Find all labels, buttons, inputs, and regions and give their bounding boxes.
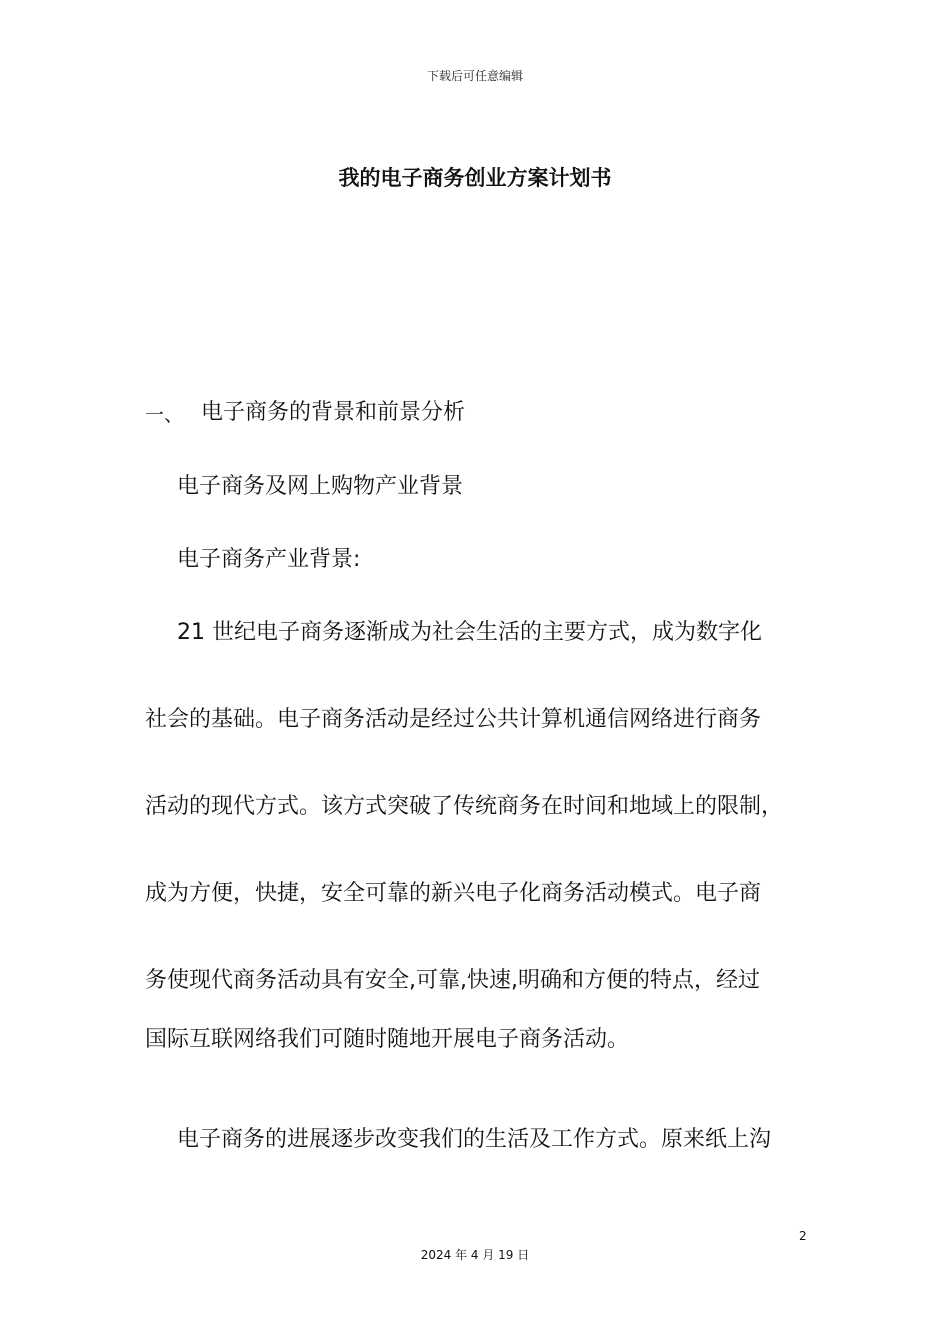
section-title: 电子商务的背景和前景分析 xyxy=(201,400,466,425)
page-number: 2 xyxy=(799,1229,807,1243)
document-title: 我的电子商务创业方案计划书 xyxy=(338,166,612,190)
paragraph-line: 21 世纪电子商务逐渐成为社会生活的主要方式，成为数字化 xyxy=(177,620,762,645)
subheading-ecommerce-background: 电子商务产业背景: xyxy=(177,547,361,572)
paragraph-line: 国际互联网络我们可随时随地开展电子商务活动。 xyxy=(145,1027,630,1052)
paragraph-line: 社会的基础。电子商务活动是经过公共计算机通信网络进行商务 xyxy=(145,707,762,732)
paragraph-line: 成为方便，快捷，安全可靠的新兴电子化商务活动模式。电子商 xyxy=(145,881,762,906)
section-number: 一、 xyxy=(145,404,184,426)
subheading-industry-background: 电子商务及网上购物产业背景 xyxy=(177,474,464,499)
paragraph-line: 活动的现代方式。该方式突破了传统商务在时间和地域上的限制， xyxy=(145,794,784,819)
header-note: 下载后可任意编辑 xyxy=(426,69,523,83)
paragraph-line: 电子商务的进展逐步改变我们的生活及工作方式。原来纸上沟 xyxy=(177,1127,772,1152)
footer-date: 2024 年 4 月 19 日 xyxy=(420,1248,530,1262)
paragraph-line: 务使现代商务活动具有安全,可靠,快速,明确和方便的特点，经过 xyxy=(145,968,760,993)
